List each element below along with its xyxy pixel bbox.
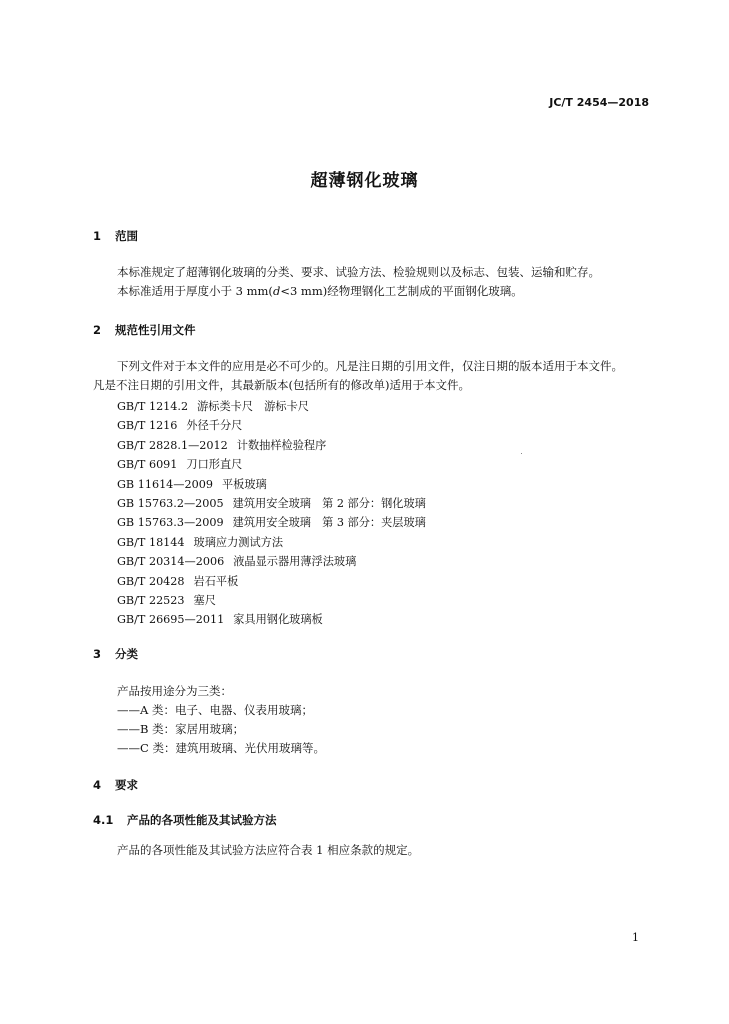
requirements-paragraph: 产品的各项性能及其试验方法应符合表 1 相应条款的规定。 (117, 843, 420, 857)
reference-title: 塞尺 (193, 594, 216, 608)
reference-title: 玻璃应力测试方法 (193, 535, 284, 549)
reference-code: GB/T 1216 (117, 419, 178, 433)
classification-item-a: ——A 类：电子、电器、仪表用玻璃； (117, 703, 313, 717)
reference-item (117, 455, 426, 474)
scope-paragraph-2-text-end: <3 mm)经物理钢化工艺制成的平面钢化玻璃。 (280, 284, 523, 298)
section-title: 要求 (115, 778, 138, 792)
reference-item (117, 533, 426, 552)
reference-list (117, 397, 426, 630)
reference-title: 外径千分尺 (186, 419, 243, 433)
reference-title: 平板玻璃 (221, 477, 267, 491)
reference-code: GB/T 20428 (117, 574, 185, 588)
reference-code: GB 11614—2009 (117, 477, 213, 491)
document-title: 超薄钢化玻璃 (310, 171, 419, 191)
section-title: 分类 (115, 647, 138, 661)
section-heading-normative-refs (93, 322, 196, 338)
thickness-variable: d (272, 284, 281, 298)
reference-code: GB/T 1214.2 (117, 400, 189, 413)
reference-code: GB 15763.3—2009 (117, 516, 224, 530)
reference-item (117, 552, 426, 571)
document-code: JC/T 2454—2018 (549, 96, 649, 109)
reference-title: 岩石平板 (193, 574, 239, 588)
reference-title: 游标类卡尺 游标卡尺 (197, 400, 309, 413)
scan-speck (521, 453, 522, 454)
reference-item (117, 416, 426, 435)
subsection-heading-4-1 (93, 812, 277, 828)
reference-code: GB/T 6091 (117, 458, 178, 472)
reference-title: 建筑用安全玻璃 第 2 部分：钢化玻璃 (232, 497, 426, 511)
reference-item (117, 572, 426, 591)
section-heading-requirements (93, 777, 138, 793)
page-number: 1 (632, 931, 639, 944)
reference-code: GB/T 20314—2006 (117, 555, 225, 569)
reference-title: 家具用钢化玻璃板 (233, 613, 323, 627)
subsection-title: 产品的各项性能及其试验方法 (127, 813, 277, 827)
classification-list (117, 682, 325, 758)
section-heading-scope (93, 228, 138, 244)
classification-intro: 产品按用途分为三类： (117, 684, 232, 698)
classification-item-c: ——C 类：建筑用玻璃、光伏用玻璃等。 (117, 741, 325, 755)
reference-item (117, 591, 426, 610)
scope-paragraph-2-text: 本标准适用于厚度小于 3 mm( (117, 284, 273, 298)
reference-title: 计数抽样检验程序 (236, 438, 327, 452)
section-number: 2 (93, 323, 102, 337)
reference-item (117, 397, 426, 416)
scope-paragraph-1: 本标准规定了超薄钢化玻璃的分类、要求、试验方法、检验规则以及标志、包装、运输和贮存。 (117, 265, 600, 279)
reference-item (117, 513, 426, 532)
reference-title: 刀口形直尺 (186, 458, 243, 472)
section-number: 1 (93, 229, 102, 243)
reference-item (117, 610, 426, 629)
reference-title: 液晶显示器用薄浮法玻璃 (233, 555, 357, 569)
reference-code: GB/T 26695—2011 (117, 613, 225, 627)
section-title: 规范性引用文件 (115, 323, 196, 337)
reference-code: GB/T 18144 (117, 535, 185, 549)
reference-code: GB/T 22523 (117, 594, 185, 608)
scope-paragraph-2 (117, 282, 523, 301)
reference-item (117, 436, 426, 455)
refs-intro-line-2: 凡是不注日期的引用文件，其最新版本(包括所有的修改单)适用于本文件。 (93, 378, 470, 392)
reference-code: GB/T 2828.1—2012 (117, 438, 228, 452)
section-number: 3 (93, 647, 102, 661)
classification-item-b: ——B 类：家居用玻璃； (117, 722, 245, 736)
reference-item (117, 475, 426, 494)
section-number: 4 (93, 778, 102, 792)
section-heading-classification (93, 646, 138, 662)
reference-code: GB 15763.2—2005 (117, 497, 224, 511)
section-title: 范围 (115, 229, 138, 243)
refs-intro-line-1: 下列文件对于本文件的应用是必不可少的。凡是注日期的引用文件，仅注日期的版本适用于本文件。 (117, 359, 623, 373)
subsection-number: 4.1 (93, 813, 114, 827)
reference-title: 建筑用安全玻璃 第 3 部分：夹层玻璃 (232, 516, 426, 530)
reference-item (117, 494, 426, 513)
